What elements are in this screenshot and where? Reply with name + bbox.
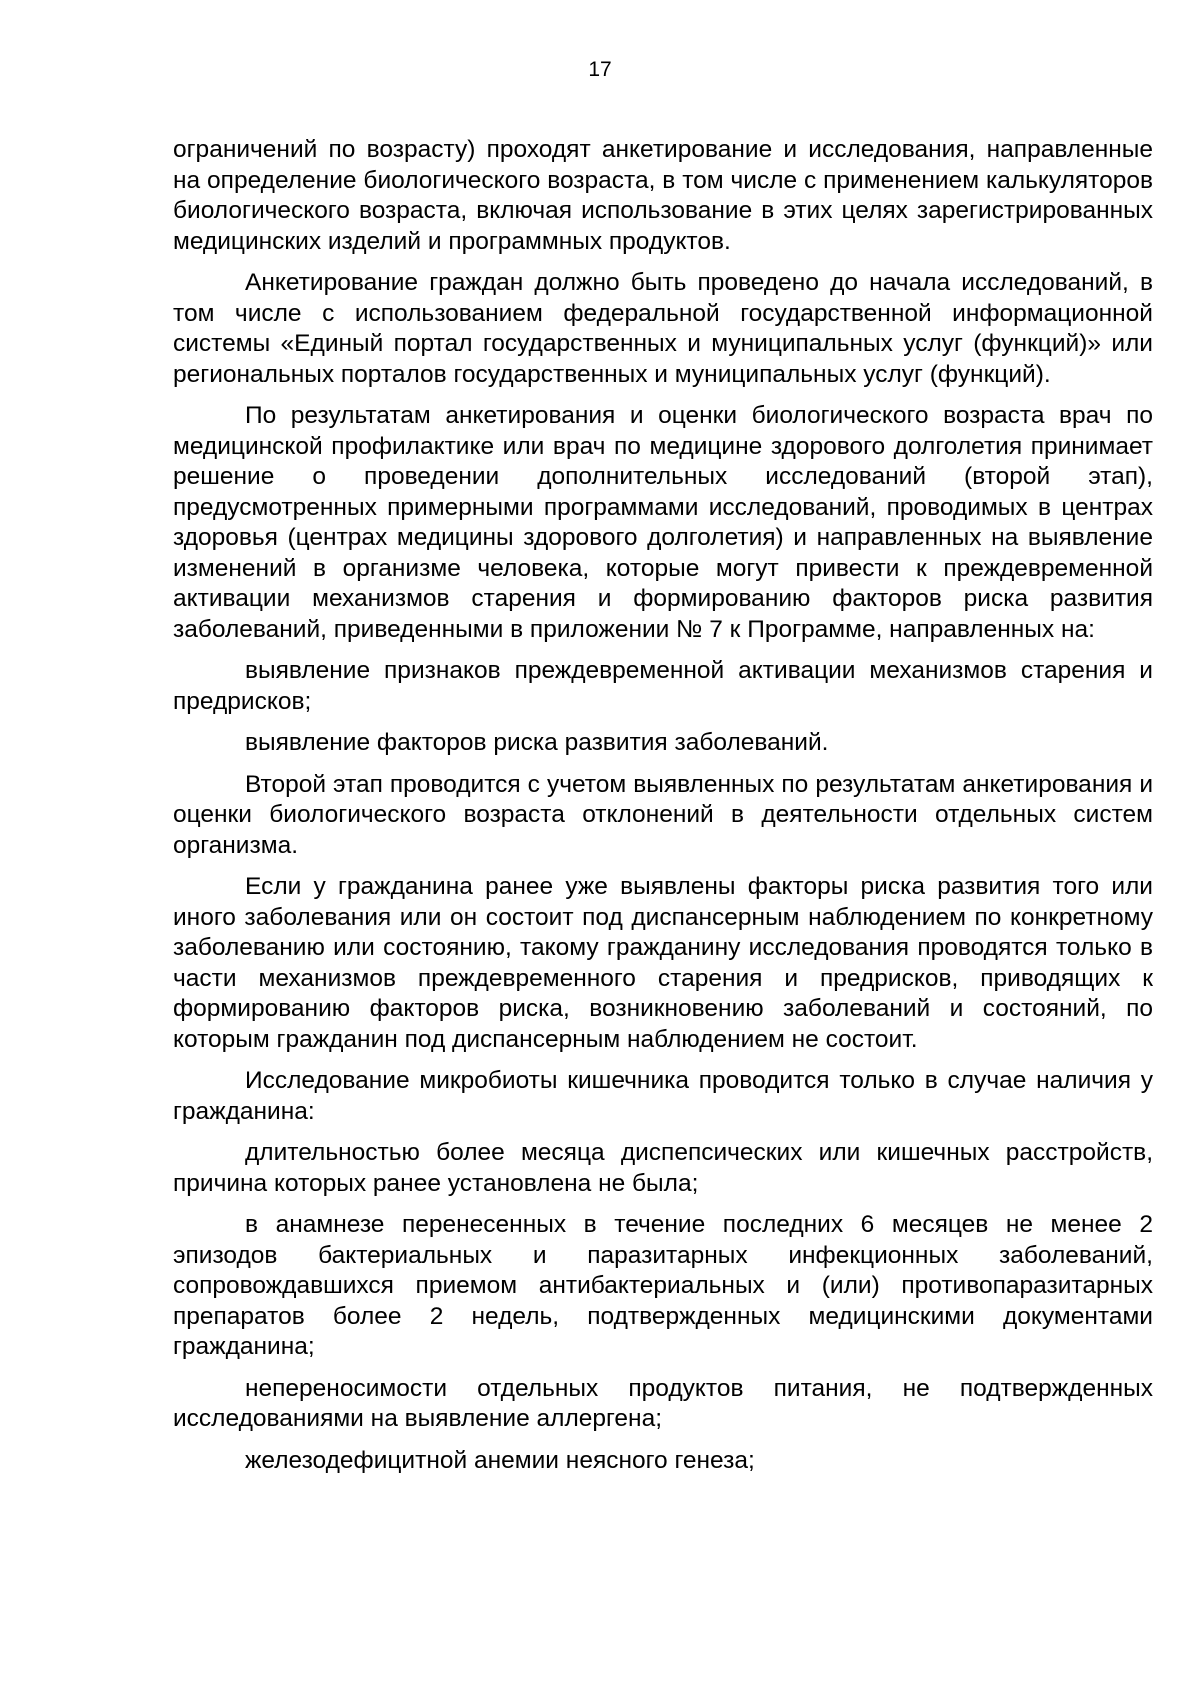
- list-item-food-intolerance: непереносимости отдельных продуктов питания, не подтвержденных исследованиями на выявление аллергена;: [173, 1374, 1153, 1432]
- list-item-anemia: железодефицитной анемии неясного генеза;: [245, 1446, 755, 1474]
- document-body: [173, 135, 1153, 1487]
- list-item-dyspepsia: длительностью более месяца диспепсических или кишечных расстройств, причина которых ранее установлена не была;: [173, 1139, 1153, 1197]
- list-item-infections-history: в анамнезе перенесенных в течение последних 6 месяцев не менее 2 эпизодов бактериальных и паразитарных инфекционных заболеваний, сопровождавшихся приемом антибактериальных и (или) противопаразитарных препаратов более 2 недель, подтвержденных медицинскими документами гражданина;: [173, 1211, 1153, 1360]
- paragraph-age-limits-continuation: ограничений по возрасту) проходят анкетирование и исследования, направленные на определение биологического возраста, в том числе с применением калькуляторов биологического возраста, включая использование в этих целях зарегистрированных медицинских изделий и программных продуктов.: [173, 136, 1153, 255]
- paragraph-questionnaire: Анкетирование граждан должно быть проведено до начала исследований, в том числе с использованием федеральной государственной информационной системы «Единый портал государственных и муниципальных услуг (функций)» или региональных порталов государственных и муниципальных услуг (функций).: [173, 269, 1153, 388]
- list-item-aging-signs: выявление признаков преждевременной активации механизмов старения и предрисков;: [173, 657, 1153, 715]
- page-number: 17: [588, 58, 612, 81]
- list-item-risk-factors: выявление факторов риска развития заболеваний.: [245, 729, 829, 756]
- paragraph-second-stage: Второй этап проводится с учетом выявленных по результатам анкетирования и оценки биологического возраста отклонений в деятельности отдельных систем организма.: [173, 770, 1153, 859]
- paragraph-existing-risk-factors: Если у гражданина ранее уже выявлены факторы риска развития того или иного заболевания или он состоит под диспансерным наблюдением по конкретному заболеванию или состоянию, такому гражданину исследования проводятся только в части механизмов преждевременного старения и предрисков, приводящих к формированию факторов риска, возникновению заболеваний и состояний, по которым гражданин под диспансерным наблюдением не состоит.: [173, 873, 1153, 1053]
- paragraph-second-stage-decision: По результатам анкетирования и оценки биологического возраста врач по медицинской профилактике или врач по медицине здорового долголетия принимает решение о проведении дополнительных исследований (второй этап), предусмотренных примерными программами исследований, проводимых в центрах здоровья (центрах медицины здорового долголетия) и направленных на выявление изменений в организме человека, которые могут привести к преждевременной активации механизмов старения и формированию факторов риска развития заболеваний, приведенными в приложении № 7 к Программе, направленных на:: [173, 402, 1153, 643]
- paragraph-microbiota-study: Исследование микробиоты кишечника проводится только в случае наличия у гражданина:: [173, 1067, 1153, 1125]
